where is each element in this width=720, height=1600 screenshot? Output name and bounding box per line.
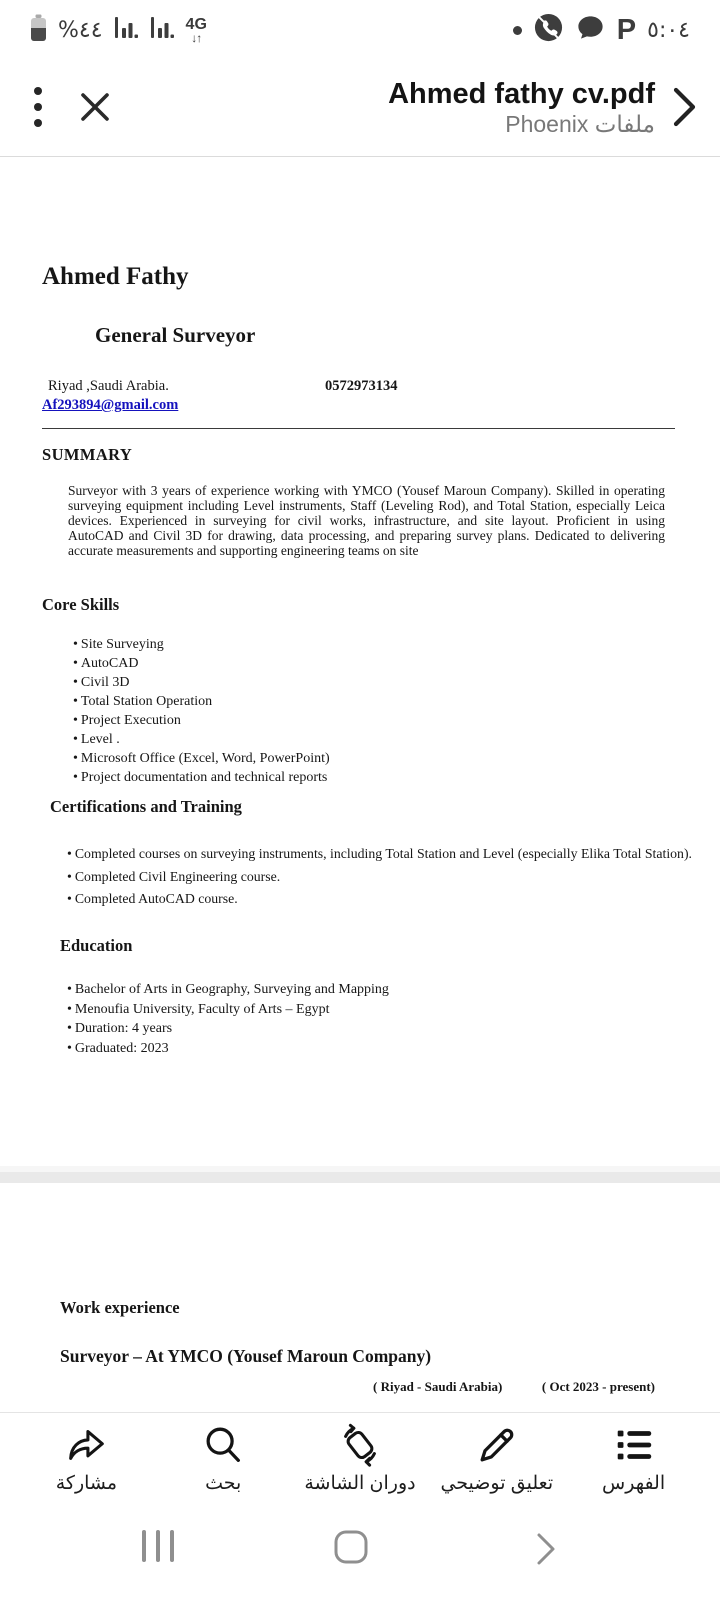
recents-icon bbox=[142, 1530, 146, 1562]
list-item: • Project Execution bbox=[73, 711, 330, 730]
search-icon bbox=[200, 1422, 246, 1471]
list-item: • Duration: 4 years bbox=[67, 1019, 389, 1039]
close-icon bbox=[74, 86, 116, 131]
annotate-button[interactable] bbox=[428, 1413, 565, 1497]
search-label: بحث bbox=[205, 1472, 242, 1494]
index-label: الفهرس bbox=[602, 1472, 666, 1494]
list-item: • Completed Civil Engineering course. bbox=[67, 866, 692, 889]
list-item: • Completed courses on surveying instruments, including Total Station and Level (especially Elika Total Station). bbox=[67, 843, 692, 866]
summary-paragraph: Surveyor with 3 years of experience working with YMCO (Yousef Maroun Company). Skilled in operating surveying equipment including Level instruments, Staff (Leveling Rod), and Total Station, especially Leica devices. Experienced in surveying for civil works, infrastructure, and site layout. Proficient in using AutoCAD and Civil 3D for drawing, data processing, and preparing survey plans. Dedicated to delivering accurate measurements and supporting engineering teams on site bbox=[68, 483, 665, 558]
pdf-page-view[interactable] bbox=[0, 157, 720, 1412]
cv-phone: 0572973134 bbox=[325, 378, 398, 394]
more-options-button[interactable] bbox=[32, 82, 44, 135]
notification-dot-icon bbox=[513, 26, 522, 35]
core-skills-list bbox=[73, 635, 330, 787]
list-item: • Site Surveying bbox=[73, 635, 330, 654]
chevron-right-icon bbox=[671, 82, 698, 135]
index-button[interactable] bbox=[565, 1413, 702, 1497]
list-item: • Bachelor of Arts in Geography, Surveying and Mapping bbox=[67, 980, 389, 1000]
cv-location: Riyad ,Saudi Arabia. bbox=[48, 378, 169, 394]
list-item: • Project documentation and technical reports bbox=[73, 768, 330, 787]
share-label: مشاركة bbox=[55, 1472, 118, 1494]
screen-rotation-icon bbox=[337, 1422, 383, 1471]
cv-name: Ahmed Fathy bbox=[42, 263, 189, 290]
recents-button[interactable] bbox=[142, 1530, 174, 1562]
pdf-page-2 bbox=[0, 1183, 720, 1412]
page-break bbox=[0, 1172, 720, 1183]
cv-email-link[interactable]: Af293894@gmail.com bbox=[42, 397, 179, 413]
search-button[interactable] bbox=[155, 1413, 292, 1497]
list-item: • AutoCAD bbox=[73, 654, 330, 673]
battery-icon bbox=[30, 14, 47, 47]
cv-job-title: General Surveyor bbox=[95, 323, 256, 347]
education-heading: Education bbox=[60, 936, 133, 955]
pdf-bottom-toolbar bbox=[0, 1412, 720, 1497]
annotate-label: تعليق توضيحي bbox=[440, 1472, 554, 1494]
work-location: ( Riyad - Saudi Arabia) bbox=[373, 1379, 503, 1394]
certifications-heading: Certifications and Training bbox=[50, 797, 242, 816]
work-dates: ( Oct 2023 - present) bbox=[541, 1379, 655, 1394]
close-button[interactable] bbox=[74, 86, 116, 131]
list-item: • Level . bbox=[73, 730, 330, 749]
call-notification-icon bbox=[533, 12, 564, 48]
pdf-viewer-header bbox=[0, 60, 720, 156]
signal-sim1-icon bbox=[114, 15, 139, 45]
home-icon bbox=[333, 1553, 369, 1568]
list-item: • Civil 3D bbox=[73, 673, 330, 692]
list-item: • Total Station Operation bbox=[73, 692, 330, 711]
list-item: • Completed AutoCAD course. bbox=[67, 888, 692, 911]
status-left-group bbox=[30, 14, 207, 47]
system-navigation-bar bbox=[0, 1497, 720, 1600]
status-right-group bbox=[513, 12, 690, 48]
list-item: • Menoufia University, Faculty of Arts – Egypt bbox=[67, 1000, 389, 1020]
list-item: • Graduated: 2023 bbox=[67, 1039, 389, 1059]
back-button[interactable] bbox=[534, 1531, 558, 1570]
pdf-page-1 bbox=[0, 157, 720, 1166]
status-time: ٥:٠٤ bbox=[647, 17, 690, 43]
share-icon bbox=[63, 1422, 109, 1471]
app-p-notification-icon: P bbox=[616, 13, 637, 46]
back-chevron-icon bbox=[534, 1555, 558, 1570]
open-in-app-button[interactable] bbox=[671, 82, 698, 135]
cv-divider-rule bbox=[42, 428, 675, 429]
summary-heading: SUMMARY bbox=[42, 445, 133, 464]
home-button[interactable] bbox=[333, 1529, 369, 1568]
battery-percent: %٤٤ bbox=[58, 17, 103, 43]
work-location-dates bbox=[373, 1379, 655, 1395]
share-button[interactable] bbox=[18, 1413, 155, 1497]
core-skills-heading: Core Skills bbox=[42, 595, 120, 614]
list-item: • Microsoft Office (Excel, Word, PowerPoint) bbox=[73, 749, 330, 768]
document-title: Ahmed fathy cv.pdf bbox=[388, 77, 655, 110]
education-list bbox=[67, 980, 389, 1058]
kebab-menu-icon bbox=[32, 82, 44, 135]
signal-sim2-icon bbox=[150, 15, 175, 45]
status-bar bbox=[0, 0, 720, 60]
work-experience-heading: Work experience bbox=[60, 1298, 180, 1317]
network-4g-indicator: 4G ↓↑ bbox=[185, 15, 207, 45]
pen-icon bbox=[474, 1422, 520, 1471]
document-app-subtitle: ملفات Phoenix bbox=[505, 110, 655, 137]
work-role-heading: Surveyor – At YMCO (Yousef Maroun Company) bbox=[60, 1346, 432, 1366]
screen-rotation-button[interactable] bbox=[292, 1413, 429, 1497]
index-list-icon bbox=[611, 1422, 657, 1471]
chat-notification-icon bbox=[575, 12, 606, 48]
certifications-list bbox=[67, 843, 692, 911]
screen-rotation-label: دوران الشاشة bbox=[304, 1472, 416, 1494]
